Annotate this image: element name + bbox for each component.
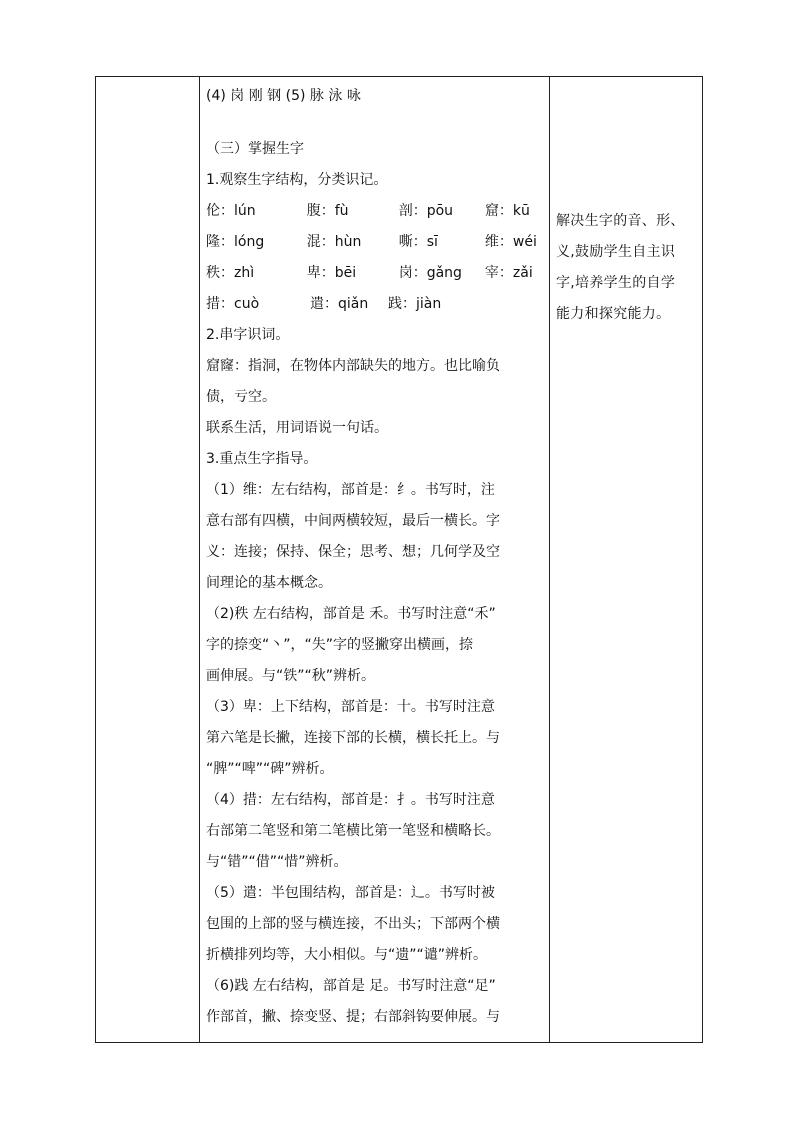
guide-line: （2)秩 左右结构，部首是 禾。书写时注意“禾” xyxy=(206,606,496,622)
guide-line: 作部首，撇、捺变竖、提；右部斜钩要伸展。与 xyxy=(206,1009,500,1025)
table-row xyxy=(96,77,703,1043)
guide-line: （3）卑：上下结构，部首是：十。书写时注意 xyxy=(206,699,495,715)
guide-line: 与“错”“借”“惜”辨析。 xyxy=(206,854,348,870)
pinyin-item: 腹：fù xyxy=(306,203,349,219)
guide-line: （5）遣：半包围结构，部首是：辶。书写时被 xyxy=(206,885,495,901)
word-definition-line: 窟窿：指洞，在物体内部缺失的地方。也比喻负 xyxy=(206,358,500,374)
pinyin-item: 嘶：sī xyxy=(398,234,438,250)
intent-line: 解决生字的音、形、 xyxy=(556,213,685,229)
word-definition-line: 债，亏空。 xyxy=(206,389,276,405)
step-1-heading: 1.观察生字结构，分类识记。 xyxy=(206,172,388,188)
step-3-heading: 3.重点生字指导。 xyxy=(206,451,318,467)
teaching-content-cell xyxy=(200,77,550,1043)
pinyin-item: 宰：zǎi xyxy=(484,265,533,281)
intent-line: 能力和探究能力。 xyxy=(556,306,671,322)
pinyin-item: 遣：qiǎn xyxy=(310,296,369,312)
intent-line: 字,培养学生的自学 xyxy=(556,275,676,291)
pinyin-row xyxy=(206,258,543,289)
design-intent xyxy=(550,206,702,330)
pinyin-item: 卑：bēi xyxy=(306,265,357,281)
pinyin-item: 措：cuò xyxy=(206,296,260,312)
pinyin-item: 伦：lún xyxy=(206,203,256,219)
pinyin-item: 剖：pōu xyxy=(398,203,454,219)
pinyin-row xyxy=(206,196,543,227)
guide-line: 画伸展。与“铁”“秋”辨析。 xyxy=(206,668,376,684)
guide-line: 间理论的基本概念。 xyxy=(206,575,332,591)
pinyin-item: 维：wéi xyxy=(484,234,537,250)
guide-line: 折横排列均等，大小相似。与“遗”“谴”辨析。 xyxy=(206,947,488,963)
pinyin-row xyxy=(206,227,543,258)
pinyin-item: 践：jiàn xyxy=(388,296,442,312)
lesson-plan-table xyxy=(95,76,703,1043)
pinyin-item: 窟：kū xyxy=(484,203,530,219)
section-title: （三）掌握生字 xyxy=(206,141,304,157)
pinyin-item: 隆：lóng xyxy=(206,234,265,250)
guide-line: “脾”“啤”“碑”辨析。 xyxy=(206,761,334,777)
left-column-cell xyxy=(96,77,200,1043)
guide-line: 义：连接；保持、保全；思考、想；几何学及空 xyxy=(206,544,500,560)
guide-line: 第六笔是长撇，连接下部的长横，横长托上。与 xyxy=(206,730,500,746)
guide-line: （4）措：左右结构，部首是：扌。书写时注意 xyxy=(206,792,495,808)
spacer xyxy=(206,112,543,134)
step-2-heading: 2.串字识词。 xyxy=(206,327,290,343)
guide-line: 字的捺变“丶”，“失”字的竖撇穿出横画，捺 xyxy=(206,637,474,653)
pinyin-row xyxy=(206,289,543,320)
guide-line: 右部第二笔竖和第二笔横比第一笔竖和横略长。 xyxy=(206,823,500,839)
word-group-line: (4) 岗 刚 钢 (5) 脉 泳 咏 xyxy=(206,88,361,104)
pinyin-item: 岗：gǎng xyxy=(398,265,462,281)
step-2-task: 联系生活，用词语说一句话。 xyxy=(206,420,388,436)
guide-line: （6)践 左右结构，部首是 足。书写时注意“足” xyxy=(206,978,496,994)
guide-line: 意右部有四横，中间两横较短，最后一横长。字 xyxy=(206,513,500,529)
guide-line: （1）维：左右结构，部首是：纟。书写时，注 xyxy=(206,482,495,498)
guide-line: 包围的上部的竖与横连接，不出头；下部两个横 xyxy=(206,916,500,932)
pinyin-item: 混：hùn xyxy=(306,234,362,250)
design-intent-cell xyxy=(550,77,703,1043)
intent-line: 义,鼓励学生自主识 xyxy=(556,244,676,260)
teaching-content xyxy=(200,77,549,1033)
pinyin-item: 秩：zhì xyxy=(206,265,255,281)
